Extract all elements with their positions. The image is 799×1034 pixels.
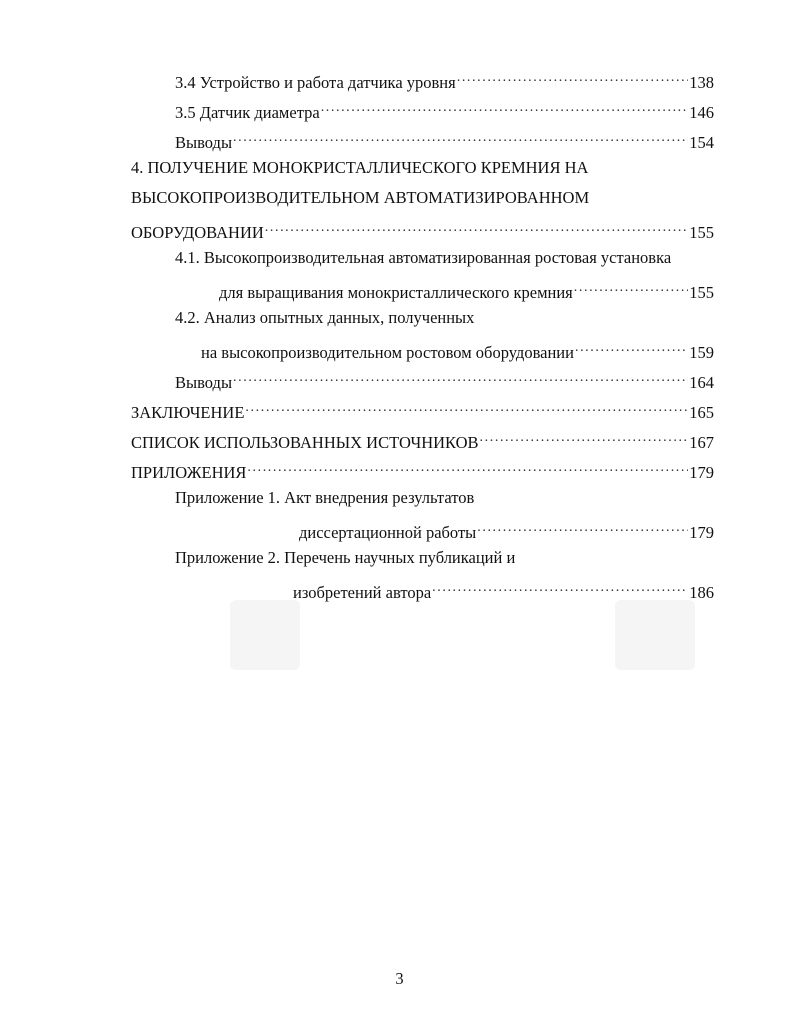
toc-entry-text: Выводы [175,373,233,392]
dot-leader [477,518,688,538]
dot-leader [457,68,689,88]
toc-entry-text: ЗАКЛЮЧЕНИЕ [131,403,245,422]
toc-page-number: 154 [689,133,714,152]
toc-entry-text: СПИСОК ИСПОЛЬЗОВАННЫХ ИСТОЧНИКОВ [131,433,479,452]
toc-page-number: 164 [689,373,714,392]
toc-references [131,428,714,453]
toc-page-number: 138 [689,73,714,92]
toc-page-number: 155 [689,283,714,302]
toc-entry-3-5 [175,98,714,123]
toc-entry-conclusions-4 [175,368,714,393]
dot-leader [575,338,688,358]
toc-entry-text: 3.4 Устройство и работа датчика уровня [175,73,456,92]
toc-entry-text: ПРИЛОЖЕНИЯ [131,463,247,482]
dot-leader [247,458,688,478]
toc-page-number: 165 [689,403,714,422]
dot-leader [480,428,689,448]
toc-entry-text: изобретений автора [293,583,432,602]
toc-page-number: 179 [689,523,714,542]
toc-entry-3-4 [175,68,714,93]
toc-chapter-4-line2: ВЫСОКОПРОИЗВОДИТЕЛЬНОМ АВТОМАТИЗИРОВАННОМ [131,188,590,207]
toc-page-number: 186 [689,583,714,602]
toc-entry-4-2-line1: 4.2. Анализ опытных данных, полученных [175,308,475,327]
toc-entry-text: на высокопроизводительном ростовом оборудовании [201,343,574,362]
dot-leader [233,368,688,388]
toc-appendix-1-line1: Приложение 1. Акт внедрения результатов [175,488,475,507]
toc-entry-conclusions-3 [175,128,714,153]
toc-entry-text: ОБОРУДОВАНИИ [131,223,264,242]
toc-conclusion [131,398,714,423]
toc-entry-4-1-line1: 4.1. Высокопроизводительная автоматизированная ростовая установка [175,248,672,267]
dot-leader [321,98,689,118]
toc-page-number: 155 [689,223,714,242]
scan-artifact [230,600,300,670]
page-number: 3 [395,969,404,988]
toc-page-number: 146 [689,103,714,122]
dot-leader [265,218,688,238]
toc-appendix-1 [299,518,714,543]
toc-page-number: 167 [689,433,714,452]
dot-leader [233,128,688,148]
toc-entry-text: 3.5 Датчик диаметра [175,103,320,122]
scan-artifact [615,600,695,670]
toc-chapter-4-line1: 4. ПОЛУЧЕНИЕ МОНОКРИСТАЛЛИЧЕСКОГО КРЕМНИЯ НА [131,158,589,177]
toc-entry-4-2 [201,338,714,363]
toc-entry-text: для выращивания монокристаллического кремния [219,283,573,302]
dot-leader [245,398,688,418]
dot-leader [574,278,688,298]
toc-entry-text: диссертационной работы [299,523,477,542]
toc-entry-text: Выводы [175,133,233,152]
toc-page-number: 159 [689,343,714,362]
toc-entry-4-1 [219,278,714,303]
toc-page-number: 179 [689,463,714,482]
toc-chapter-4 [131,218,714,243]
toc-appendix-2-line1: Приложение 2. Перечень научных публикаций и [175,548,516,567]
dot-leader [432,578,688,598]
toc-appendices [131,458,714,483]
